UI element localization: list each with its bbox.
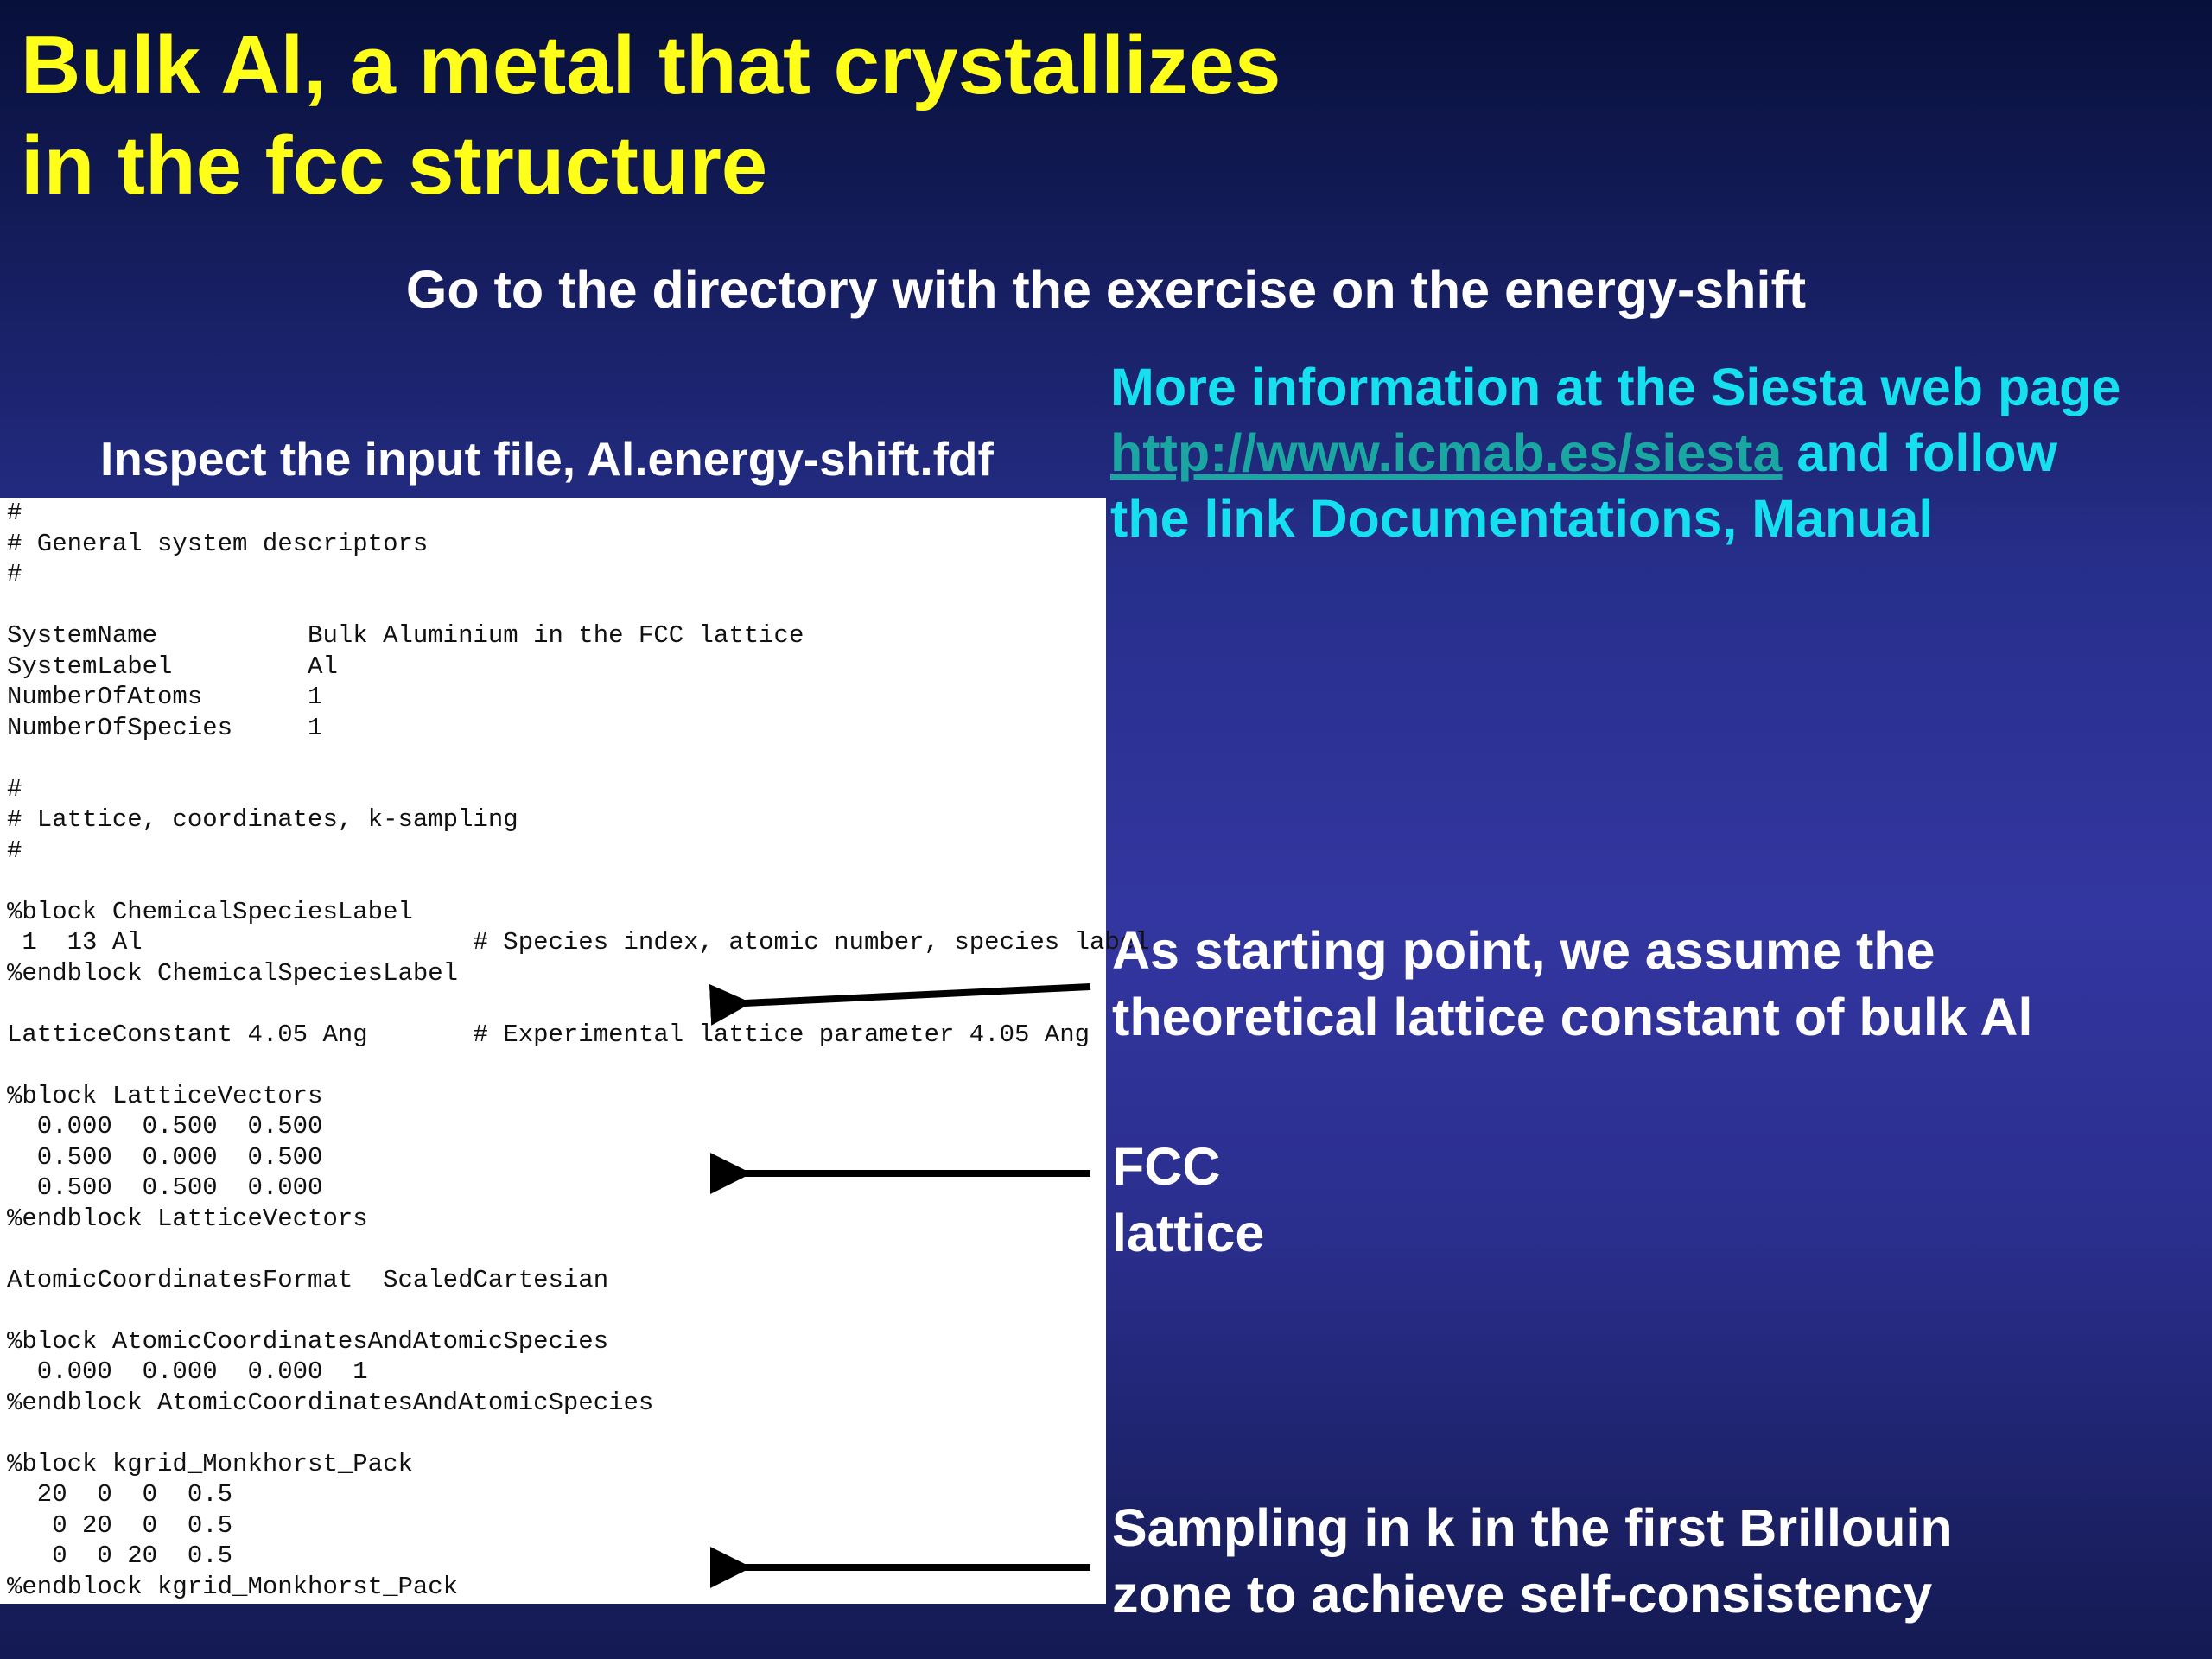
siesta-link[interactable]: http://www.icmab.es/siesta: [1110, 423, 1783, 482]
arrow-lattice-constant: [745, 987, 1090, 1003]
note-kgrid-line-1: Sampling in k in the first Brillouin: [1112, 1498, 1953, 1557]
info-link-suffix: and follow: [1782, 423, 2057, 482]
note-lattice-constant-line-2: theoretical lattice constant of bulk Al: [1112, 988, 2033, 1046]
fdf-code: # # General system descriptors # SystemName Bulk Aluminium in the FCC lattice SystemLabel Al NumberOfAtoms 1 NumberOfSpecies 1 # # Lattice, coordinates, k-sampling # %block ChemicalSpeciesLabel 1 13 Al # Species index, atomic number, species label %endblock ChemicalSpeciesLabel LatticeConstant 4.05 Ang # Experimental lattice parameter 4.05 Ang %block LatticeVectors 0.000 0.500 0.500 0.500 0.000 0.500 0.500 0.500 0.000 %endblock LatticeVectors AtomicCoordinatesFormat ScaledCartesian %block AtomicCoordinatesAndAtomicSpecies 0.000 0.000 0.000 1 %endblock AtomicCoordinatesAndAtomicSpecies %block kgrid_Monkhorst_Pack 20 0 0 0.5 0 20 0 0.5 0 0 20 0.5 %endblock kgrid_Monkhorst_Pack: [7, 499, 1150, 1601]
slide-title-line-2: in the fcc structure: [21, 119, 768, 212]
note-lattice-constant: [1112, 918, 2032, 1051]
slide-subtitle: Go to the directory with the exercise on the energy-shift: [405, 260, 1807, 319]
note-lattice-constant-line-1: As starting point, we assume the: [1112, 921, 1936, 980]
note-kgrid: [1112, 1495, 1953, 1628]
note-fcc-line-1: FCC: [1112, 1137, 1221, 1196]
info-line-3: the link Documentations, Manual: [1110, 489, 1934, 548]
info-line-1: More information at the Siesta web page: [1110, 358, 2121, 416]
note-fcc-lattice: [1112, 1134, 1264, 1267]
note-fcc-line-2: lattice: [1112, 1204, 1265, 1262]
slide-title-line-1: Bulk Al, a metal that crystallizes: [21, 19, 1281, 111]
inspect-caption: Inspect the input file, Al.energy-shift.fdf: [100, 432, 994, 486]
note-kgrid-line-2: zone to achieve self-consistency: [1112, 1565, 1933, 1624]
